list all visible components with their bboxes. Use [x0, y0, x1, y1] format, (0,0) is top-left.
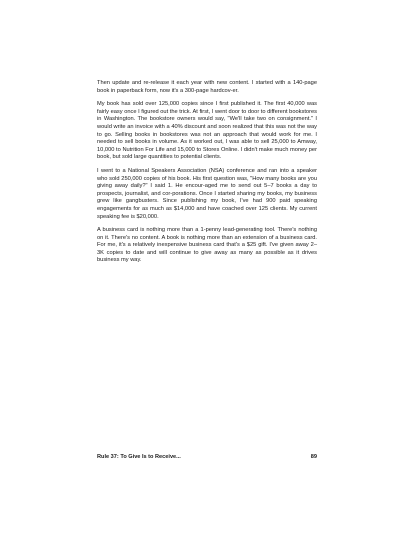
paragraph: Then update and re-release it each year with new content. I started with a 140-page book in paperback form, now it's a 300-page hardcov-er.	[97, 80, 317, 94]
footer-title: Rule 37: To Give Is to Receive...	[97, 454, 181, 460]
paragraph: My book has sold over 125,000 copies since I first published it. The first 40,000 was fairly easy once I figured out the trick. At first, I went door to door to different bookstores in Washington. The bookstore owners would say, "We'll take two on consignment." I would write an invoice with a 40% discount and soon realized that this was not the way to go. Selling books in bookstores was not an approach that would work for me. I needed to sell books in volume. As it worked out, I was able to sell 25,000 to Amway, 10,000 to Nutrition For Life and 15,000 to Stores Online. I didn't make much money per book, but sold large quantities to potential clients.	[97, 101, 317, 161]
page-footer	[97, 454, 317, 460]
page-number: 89	[310, 454, 317, 460]
body-text	[97, 80, 317, 271]
paragraph: I went to a National Speakers Association (NSA) conference and ran into a speaker who sold 250,000 copies of his book. His first question was, "How many books are you giving away daily?" I said 1. He encour-aged me to send out 5–7 books a day to prospects, journalist, and cor-porations. Once I started sharing my books, my business grew like gangbusters. Since publishing my book, I've had 900 paid speaking engagements for as much as $14,000 and have coached over 125 clients. My current speaking fee is $20,000.	[97, 167, 317, 220]
paragraph: A business card is nothing more than a 1-penny lead-generating tool. There's nothing on it. There's no content. A book is nothing more than an extension of a business card. For me, it's a relatively inexpensive business card that's a $25 gift. I've given away 2–3K copies to date and will continue to give away as many as possible as it drives business my way.	[97, 227, 317, 264]
